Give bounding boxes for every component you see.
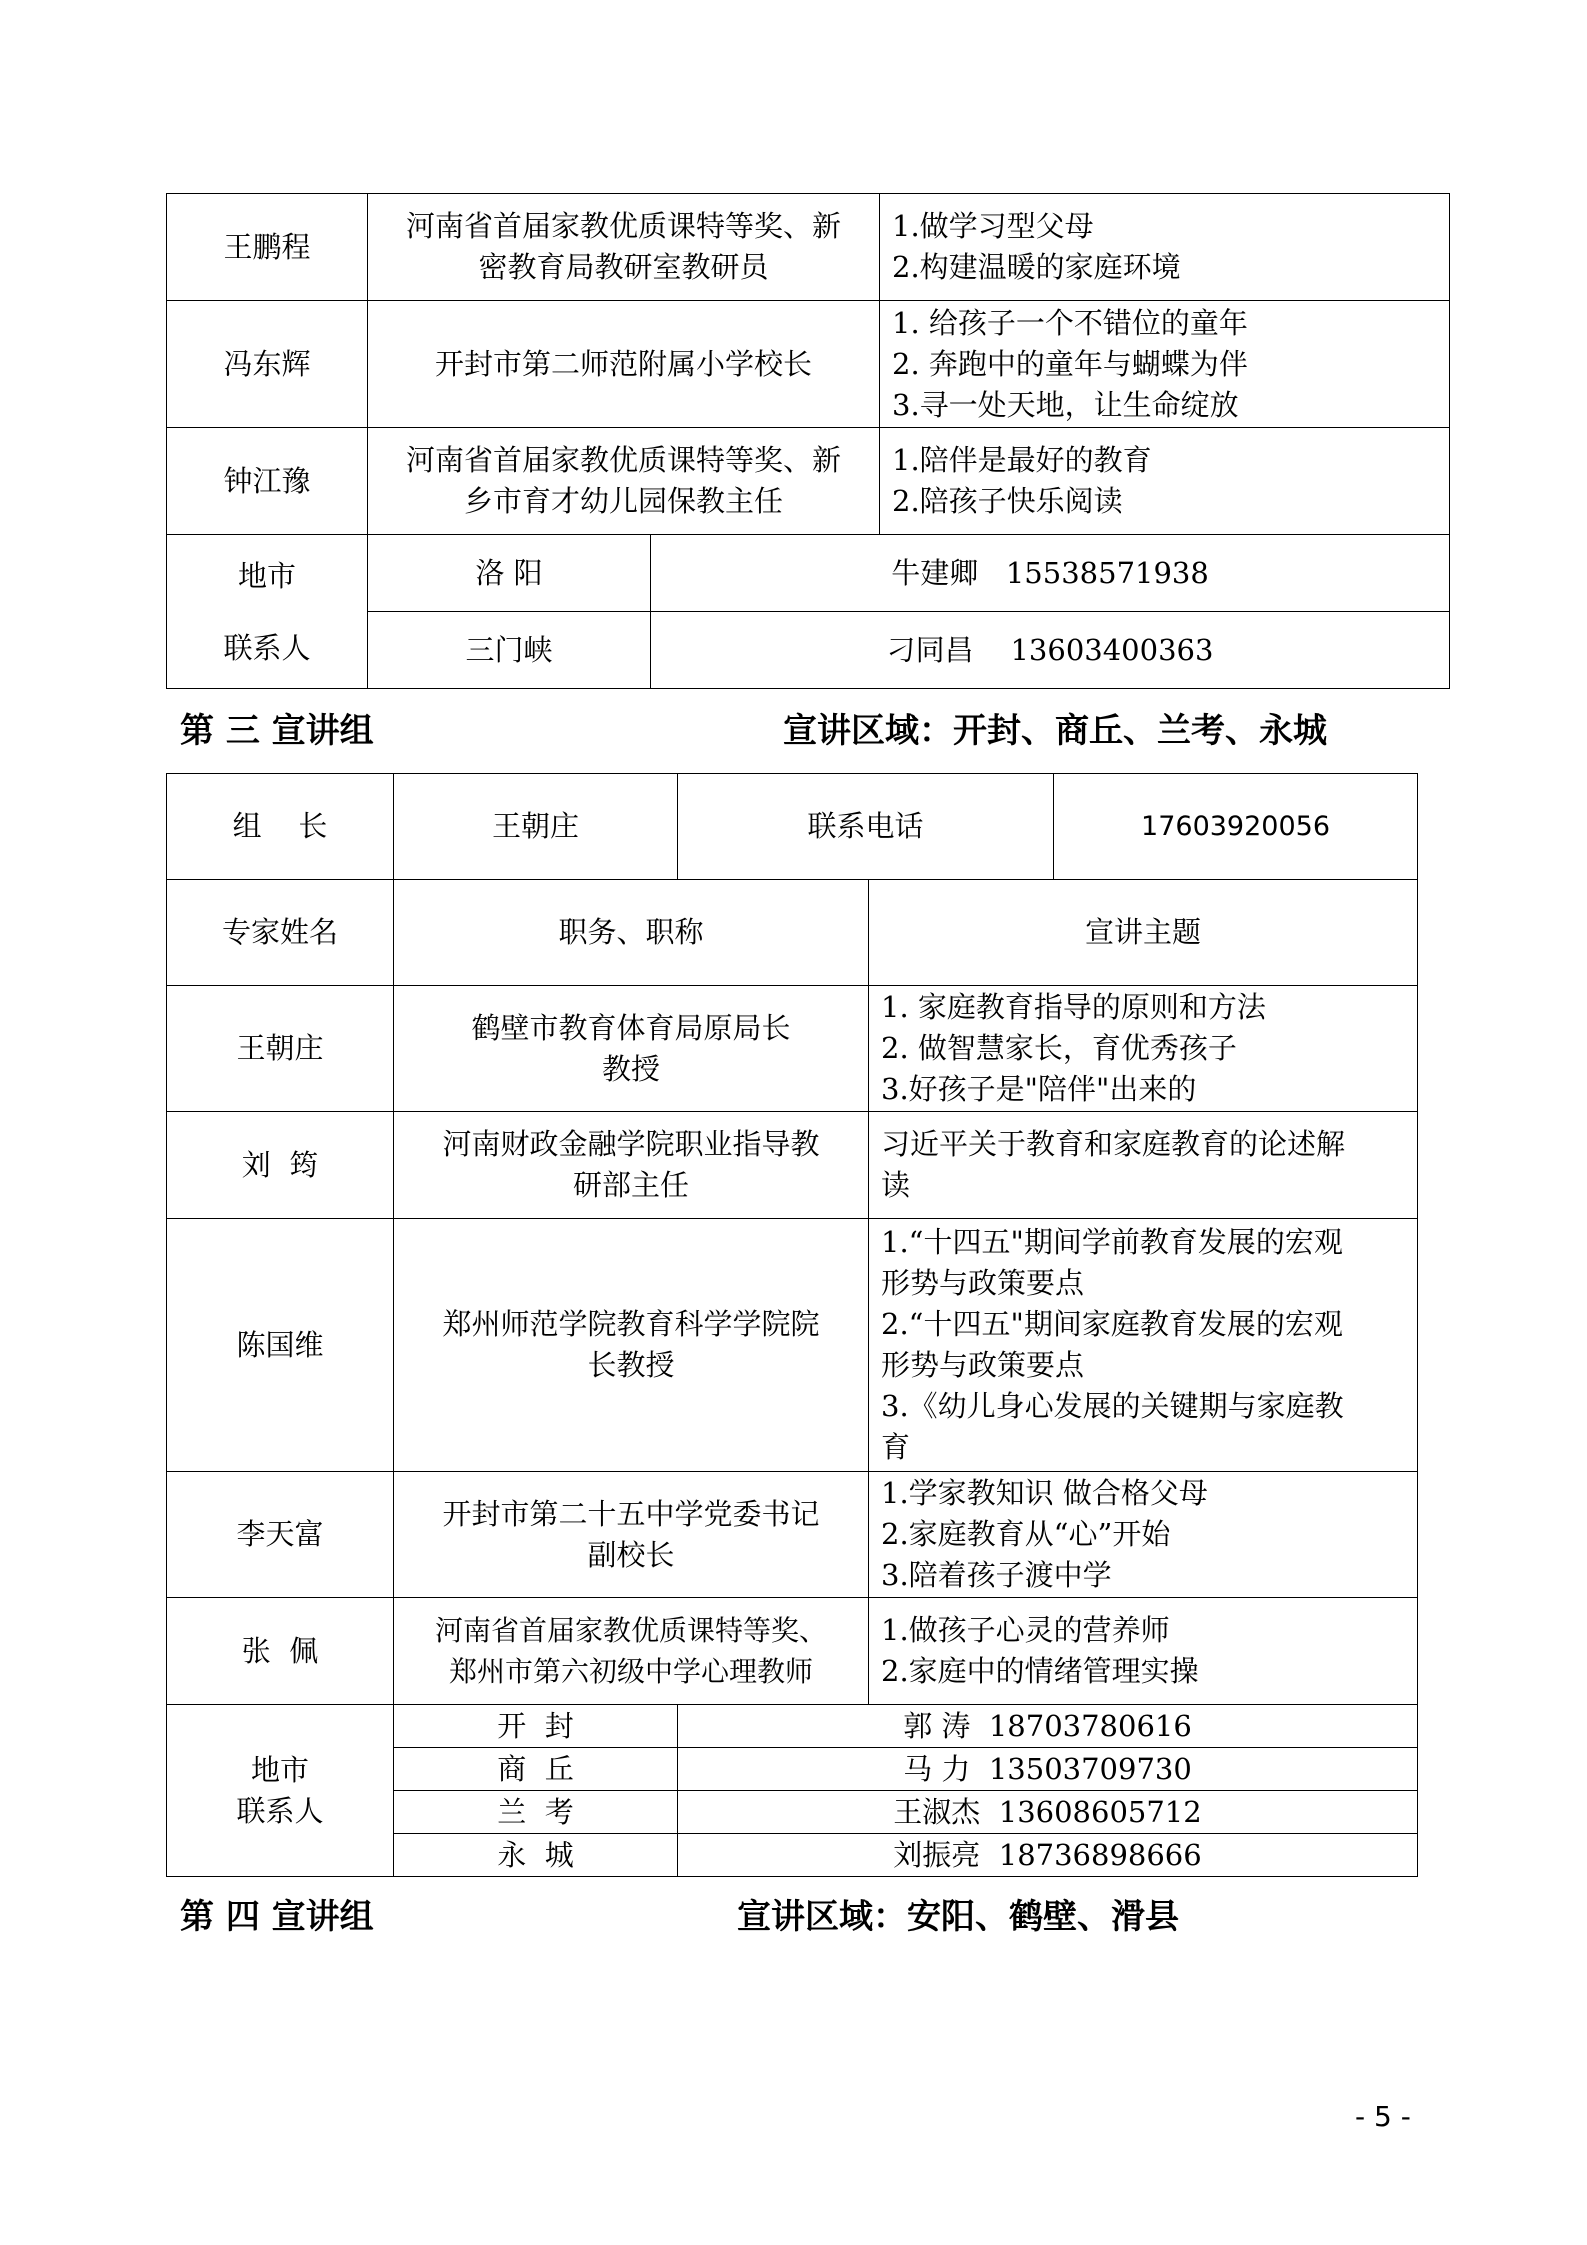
expert-title: 开封市第二十五中学党委书记 副校长 — [394, 1472, 869, 1598]
expert-topics: 1.学家教知识 做合格父母 2.家庭教育从“心”开始 3.陪着孩子渡中学 — [869, 1472, 1418, 1598]
leader-phone: 17603920056 — [1054, 774, 1418, 880]
contact-info: 刁同昌 13603400363 — [651, 612, 1450, 689]
header-row — [167, 880, 1418, 986]
leader-label: 组 长 — [167, 774, 394, 880]
expert-title: 河南省首届家教优质课特等奖、新 密教育局教研室教研员 — [368, 194, 880, 301]
contact-city: 洛 阳 — [368, 535, 651, 612]
group4-title: 第 四 宣讲组 — [180, 1897, 374, 1937]
expert-topics: 1.做孩子心灵的营养师 2.家庭中的情绪管理实操 — [869, 1598, 1418, 1705]
contact-row — [167, 535, 1450, 612]
group3-region: 宣讲区域：开封、商丘、兰考、永城 — [783, 711, 1327, 751]
expert-title: 开封市第二师范附属小学校长 — [368, 301, 880, 428]
expert-topics: 1.做学习型父母 2.构建温暖的家庭环境 — [880, 194, 1450, 301]
expert-topics: 1. 家庭教育指导的原则和方法 2. 做智慧家长，育优秀孩子 3.好孩子是"陪伴"出来的 — [869, 986, 1418, 1112]
phone-label: 联系电话 — [678, 774, 1054, 880]
expert-topics: 1. 给孩子一个不错位的童年 2. 奔跑中的童年与蝴蝶为伴 3.寻一处天地，让生命绽放 — [880, 301, 1450, 428]
expert-name: 王朝庄 — [167, 986, 394, 1112]
expert-name: 刘 筠 — [167, 1112, 394, 1219]
contact-info: 郭 涛 18703780616 — [678, 1705, 1418, 1748]
table-row — [167, 428, 1450, 535]
expert-name: 冯东辉 — [167, 301, 368, 428]
group4-region: 宣讲区域：安阳、鹤壁、滑县 — [737, 1897, 1179, 1937]
leader-row — [167, 774, 1418, 880]
contact-city: 开 封 — [394, 1705, 678, 1748]
expert-name: 陈国维 — [167, 1219, 394, 1472]
contact-info: 王淑杰 13608605712 — [678, 1791, 1418, 1834]
expert-title: 河南财政金融学院职业指导教 研部主任 — [394, 1112, 869, 1219]
contact-city: 永 城 — [394, 1834, 678, 1877]
table-row — [167, 1219, 1418, 1472]
expert-name: 王鹏程 — [167, 194, 368, 301]
contact-info: 马 力 13503709730 — [678, 1748, 1418, 1791]
table-group2-continued — [166, 193, 1450, 689]
contact-label: 地市 联系人 — [167, 535, 368, 689]
table-row — [167, 194, 1450, 301]
page-number: - 5 - — [1355, 2100, 1411, 2133]
table-row — [167, 301, 1450, 428]
header-name: 专家姓名 — [167, 880, 394, 986]
header-topic: 宣讲主题 — [869, 880, 1418, 986]
contact-info: 刘振亮 18736898666 — [678, 1834, 1418, 1877]
expert-title: 河南省首届家教优质课特等奖、新 乡市育才幼儿园保教主任 — [368, 428, 880, 535]
table-row — [167, 1598, 1418, 1705]
expert-topics: 1.陪伴是最好的教育 2.陪孩子快乐阅读 — [880, 428, 1450, 535]
contact-row — [167, 1705, 1418, 1748]
contact-city: 兰 考 — [394, 1791, 678, 1834]
expert-name: 张 佩 — [167, 1598, 394, 1705]
contact-info: 牛建卿 15538571938 — [651, 535, 1450, 612]
expert-title: 河南省首届家教优质课特等奖、 郑州市第六初级中学心理教师 — [394, 1598, 869, 1705]
group3-title: 第 三 宣讲组 — [180, 711, 374, 751]
table-row — [167, 986, 1418, 1112]
expert-title: 郑州师范学院教育科学学院院 长教授 — [394, 1219, 869, 1472]
expert-topics: 1.“十四五"期间学前教育发展的宏观 形势与政策要点 2.“十四五"期间家庭教育发展的宏观 形势与政策要点 3.《幼儿身心发展的关键期与家庭教 育 — [869, 1219, 1418, 1472]
table-row — [167, 1472, 1418, 1598]
contact-city: 三门峡 — [368, 612, 651, 689]
contact-label: 地市 联系人 — [167, 1705, 394, 1877]
expert-title: 鹤壁市教育体育局原局长 教授 — [394, 986, 869, 1112]
expert-name: 李天富 — [167, 1472, 394, 1598]
expert-topics: 习近平关于教育和家庭教育的论述解 读 — [869, 1112, 1418, 1219]
header-title: 职务、职称 — [394, 880, 869, 986]
table-row — [167, 1112, 1418, 1219]
leader-name: 王朝庄 — [394, 774, 678, 880]
table-group3 — [166, 773, 1418, 1877]
expert-name: 钟江豫 — [167, 428, 368, 535]
contact-city: 商 丘 — [394, 1748, 678, 1791]
